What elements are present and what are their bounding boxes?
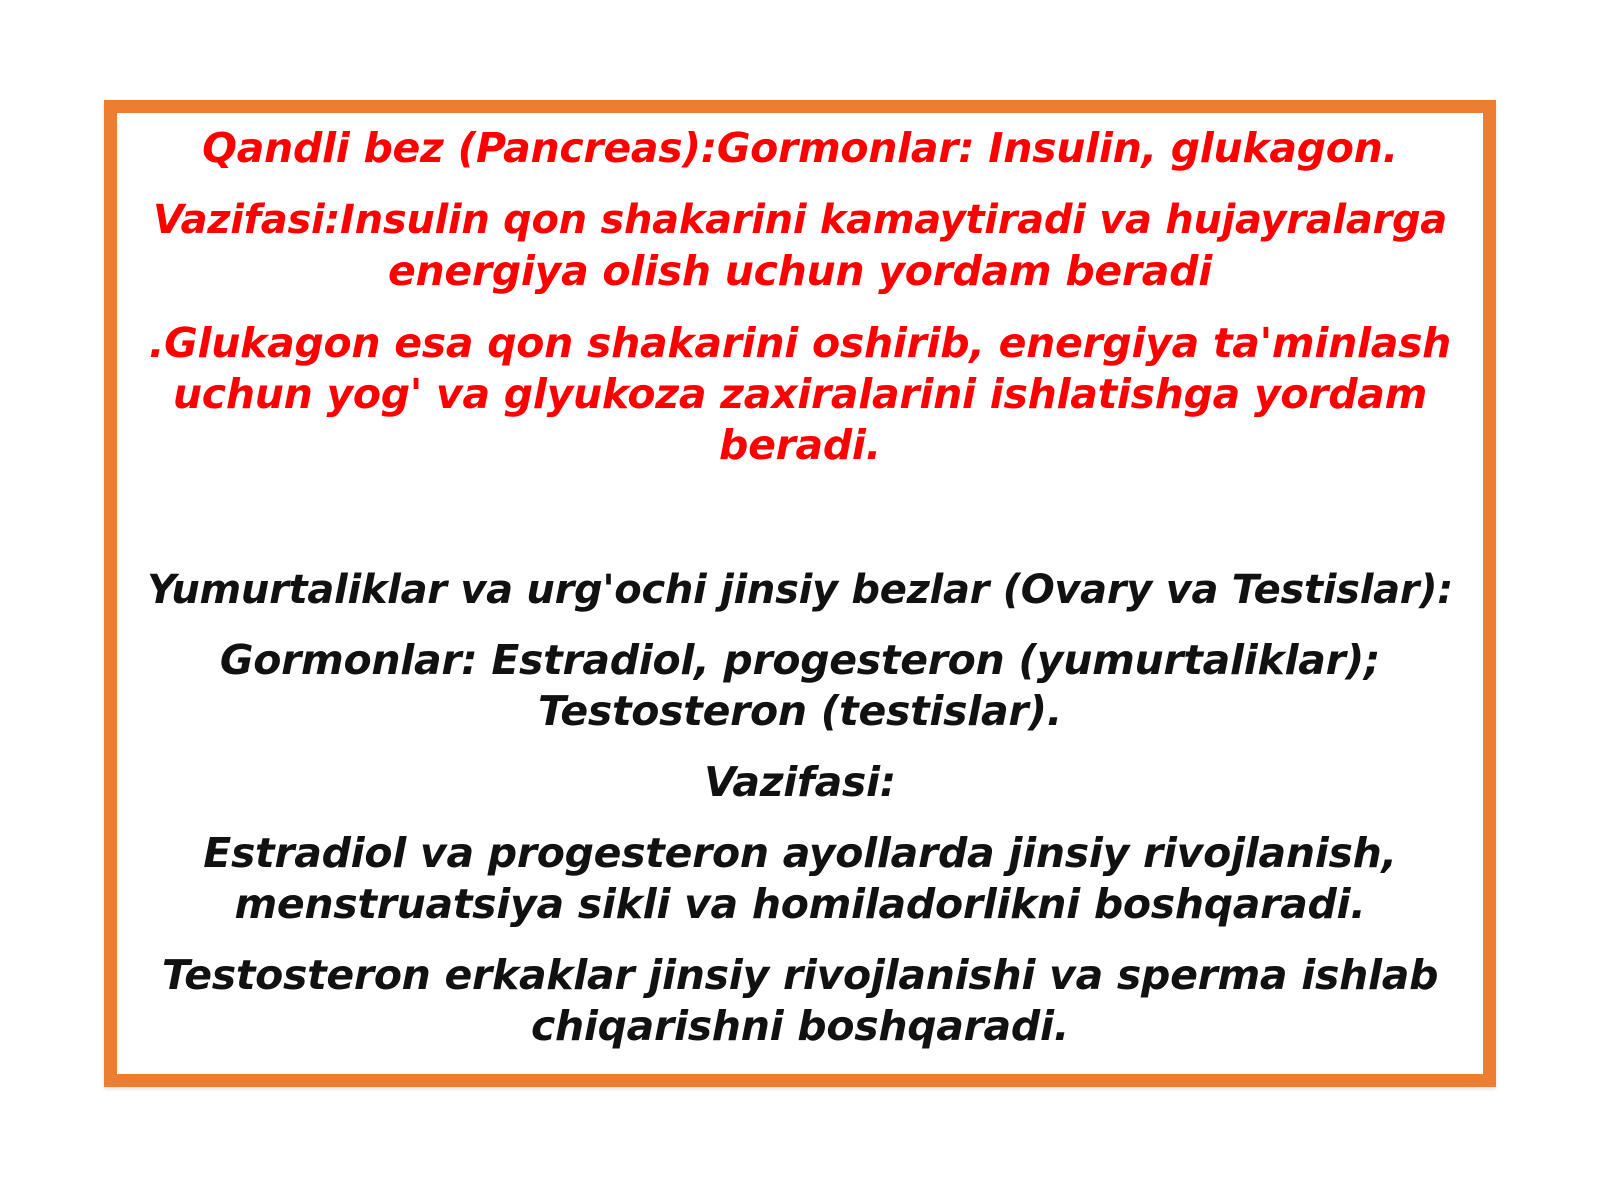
testosterone-function — [137, 950, 1463, 1052]
gonads-function-label-text: Vazifasi: — [704, 758, 896, 806]
insulin-function-line-1: Vazifasi:Insulin qon shakarini kamaytiradi va hujayralarga — [153, 197, 1447, 243]
testosterone-function-line-1: Testosteron erkaklar jinsiy rivojlanishi va sperma ishlab — [161, 951, 1439, 999]
insulin-function-line-2: energiya olish uchun yordam beradi — [388, 247, 1212, 295]
gonads-title — [137, 565, 1463, 616]
glucagon-function-line-3: beradi. — [719, 421, 881, 469]
glucagon-function-line-1: .Glukagon esa qon shakarini oshirib, energiya ta'minlash — [148, 319, 1452, 367]
pancreas-title-text: Qandli bez (Pancreas):Gormonlar: Insulin, glukagon. — [202, 124, 1398, 172]
glucagon-function-line-2: uchun yog' va glyukoza zaxiralarini ishlatishga yordam — [172, 370, 1428, 418]
gonads-hormones — [137, 635, 1463, 737]
glucagon-function — [137, 318, 1463, 471]
gonads-function-label — [137, 757, 1463, 808]
gonads-hormones-line-1: Gormonlar: Estradiol, progesteron (yumurtaliklar); — [219, 636, 1381, 684]
content-frame — [104, 100, 1496, 1087]
testosterone-function-line-2: chiqarishni boshqaradi. — [530, 1002, 1070, 1050]
insulin-function — [137, 195, 1463, 297]
estradiol-function-line-1: Estradiol va progesteron ayollarda jinsiy rivojlanish, — [203, 829, 1397, 877]
pancreas-title — [137, 123, 1463, 174]
estradiol-function-line-2: menstruatsiya sikli va homiladorlikni boshqaradi. — [234, 880, 1366, 928]
gonads-hormones-line-2: Testosteron (testislar). — [538, 687, 1062, 735]
estradiol-function — [137, 828, 1463, 930]
slide-content — [137, 113, 1463, 1074]
gonads-title-text: Yumurtaliklar va urg'ochi jinsiy bezlar (Ovary va Testislar): — [147, 567, 1453, 613]
